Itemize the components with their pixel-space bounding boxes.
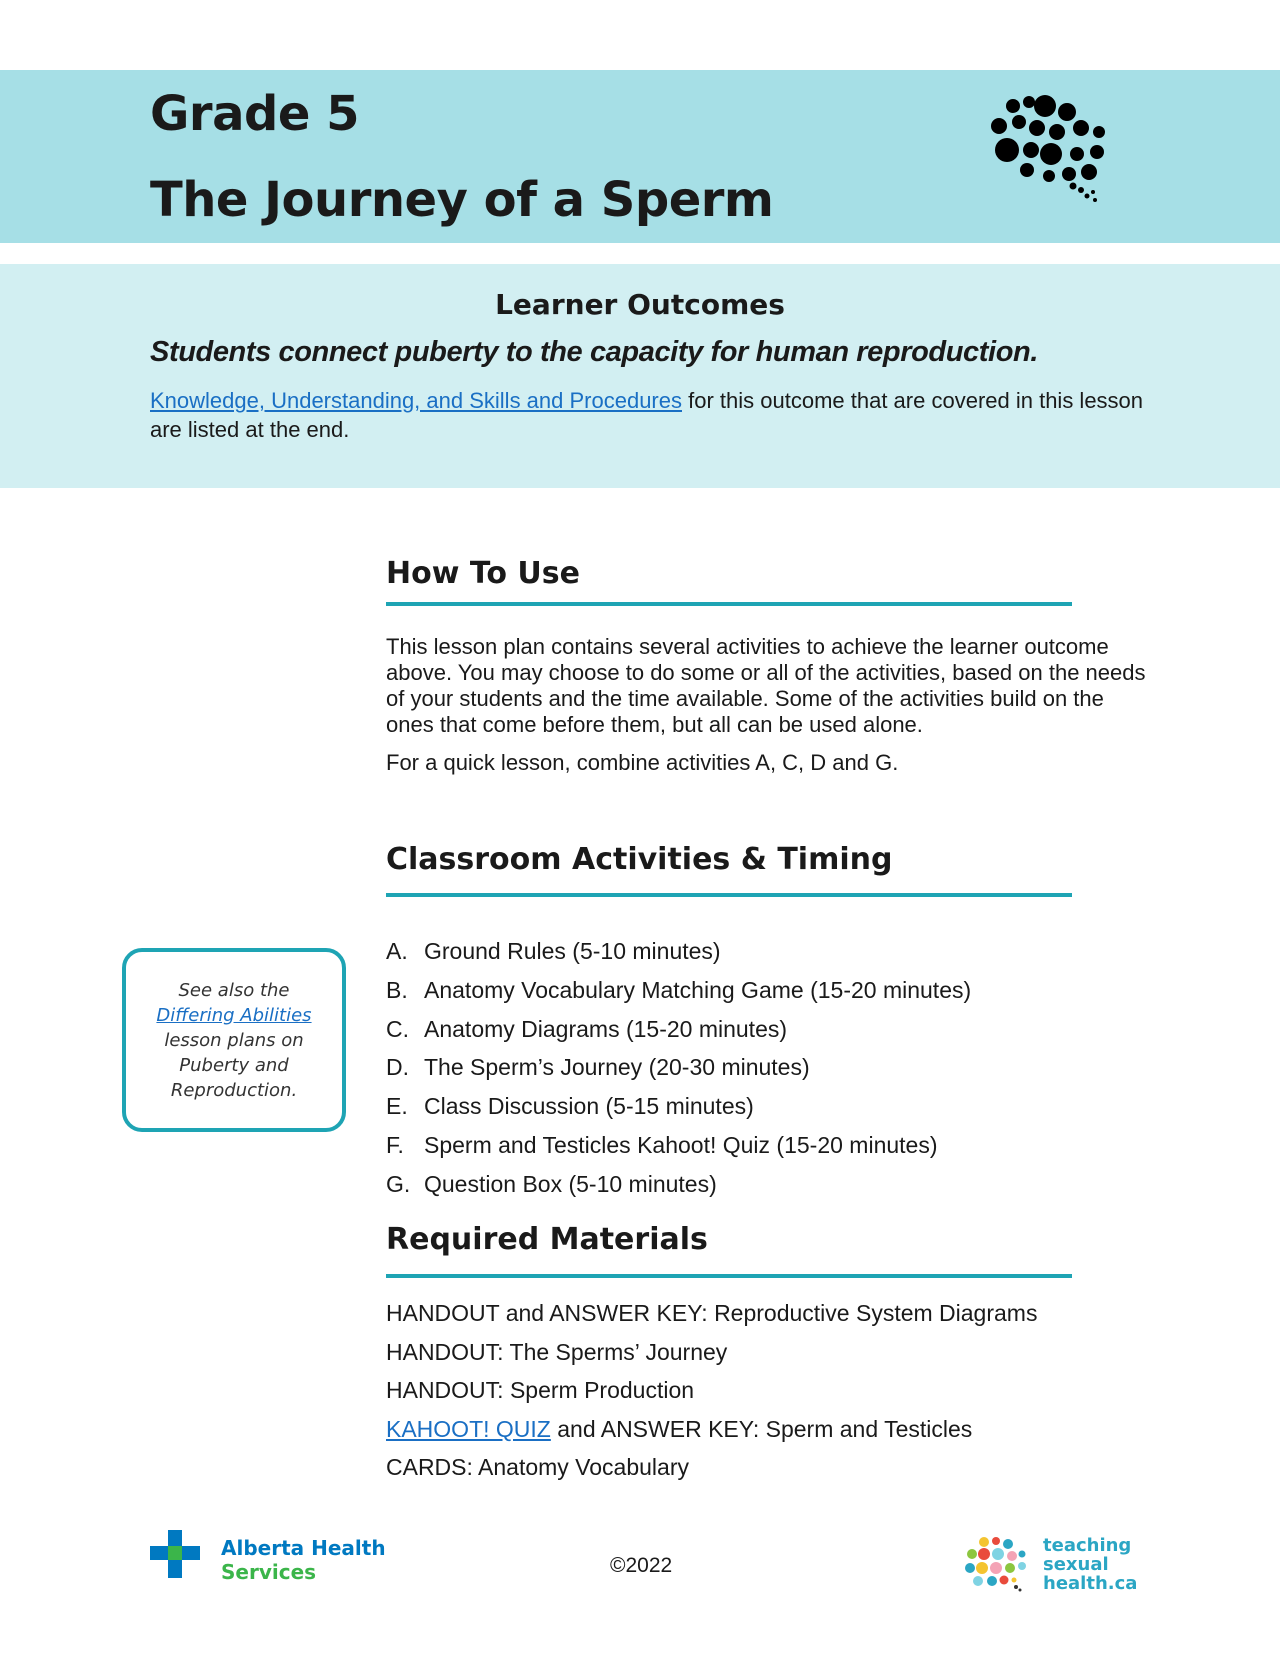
material-text: and ANSWER KEY: Sperm and Testicles [557, 1415, 973, 1442]
activity-letter: D. [386, 1054, 409, 1081]
outcome-statement: Students connect puberty to the capacity for human reproduction. [150, 336, 1038, 368]
ahs-cross-center [168, 1546, 182, 1560]
activity-item [386, 932, 971, 971]
section-divider [386, 893, 1072, 897]
section-divider [386, 602, 1072, 606]
activity-letter: A. [386, 938, 408, 964]
lesson-title: The Journey of a Sperm [150, 172, 774, 228]
materials-heading: Required Materials [386, 1222, 708, 1257]
activities-list [386, 932, 971, 1204]
activity-item [386, 971, 971, 1010]
learner-outcomes-heading: Learner Outcomes [495, 288, 785, 321]
ahs-name-line1: Alberta Health [221, 1536, 386, 1560]
ahs-cross-right [182, 1546, 200, 1560]
tsh-line: health.ca [1043, 1573, 1138, 1594]
quick-lesson-note: For a quick lesson, combine activities A, C, D and G. [386, 750, 899, 775]
activity-text: Ground Rules (5-10 minutes) [424, 938, 721, 964]
grade-label: Grade 5 [150, 86, 359, 142]
activity-item [386, 1087, 971, 1126]
activity-text: Class Discussion (5-15 minutes) [424, 1093, 754, 1120]
alberta-health-services-logo [150, 1528, 386, 1588]
activity-text: Question Box (5-10 minutes) [424, 1170, 717, 1197]
knowledge-skills-link[interactable]: Knowledge, Understanding, and Skills and Procedures [150, 388, 682, 413]
activity-letter: C. [386, 1015, 409, 1042]
teaching-sexual-health-logo-icon [964, 1536, 1030, 1592]
callout-text: See also the [178, 979, 290, 1001]
material-item: HANDOUT: The Sperms’ Journey [386, 1338, 728, 1365]
copyright: ©2022 [610, 1554, 673, 1577]
activity-letter: F. [386, 1131, 404, 1158]
section-divider [386, 1274, 1072, 1278]
activity-item [386, 1165, 971, 1204]
material-item [386, 1410, 1037, 1449]
activity-item [386, 1126, 971, 1165]
teaching-sexual-health-wordmark [1043, 1536, 1137, 1593]
outcome-note [150, 386, 1150, 444]
speech-bubble-dots-icon [985, 92, 1115, 204]
activity-text: The Sperm’s Journey (20-30 minutes) [424, 1054, 810, 1081]
activity-text: Anatomy Diagrams (15-20 minutes) [424, 1015, 788, 1042]
activity-item [386, 1010, 971, 1049]
tsh-line: teaching [1043, 1535, 1132, 1556]
callout-text: lesson plans on Puberty and Reproduction. [164, 1029, 304, 1101]
activity-letter: G. [386, 1170, 411, 1197]
material-item: HANDOUT: Sperm Production [386, 1377, 695, 1403]
tsh-line: sexual [1043, 1554, 1109, 1575]
kahoot-quiz-link[interactable]: KAHOOT! QUIZ [386, 1415, 551, 1442]
ahs-cross-top [168, 1530, 182, 1546]
ahs-cross-left [150, 1546, 168, 1560]
outcome-note-text: for this outcome that are covered in this lesson are listed at the end. [150, 388, 1144, 442]
materials-list [386, 1294, 1037, 1487]
activity-text: Sperm and Testicles Kahoot! Quiz (15-20 minutes) [424, 1131, 938, 1158]
differing-abilities-link[interactable]: Differing Abilities [156, 1004, 312, 1026]
material-item: HANDOUT and ANSWER KEY: Reproductive System Diagrams [386, 1300, 1038, 1326]
activity-letter: E. [386, 1093, 408, 1120]
differing-abilities-callout [122, 948, 346, 1132]
activity-text: Anatomy Vocabulary Matching Game (15-20 minutes) [424, 976, 972, 1003]
material-item: CARDS: Anatomy Vocabulary [386, 1454, 689, 1480]
how-to-use-paragraph: This lesson plan contains several activities to achieve the learner outcome above. You may choose to do some or all of the activities, based on the needs of your students and the time available. Some of the activities build on the ones that come before them, but all can be used alone. [386, 634, 1146, 737]
ahs-cross-bottom [168, 1560, 182, 1578]
how-to-use-heading: How To Use [386, 556, 580, 591]
activities-heading: Classroom Activities & Timing [386, 842, 893, 877]
activity-item [386, 1048, 971, 1087]
activity-letter: B. [386, 976, 408, 1003]
ahs-name-line2: Services [221, 1560, 317, 1584]
